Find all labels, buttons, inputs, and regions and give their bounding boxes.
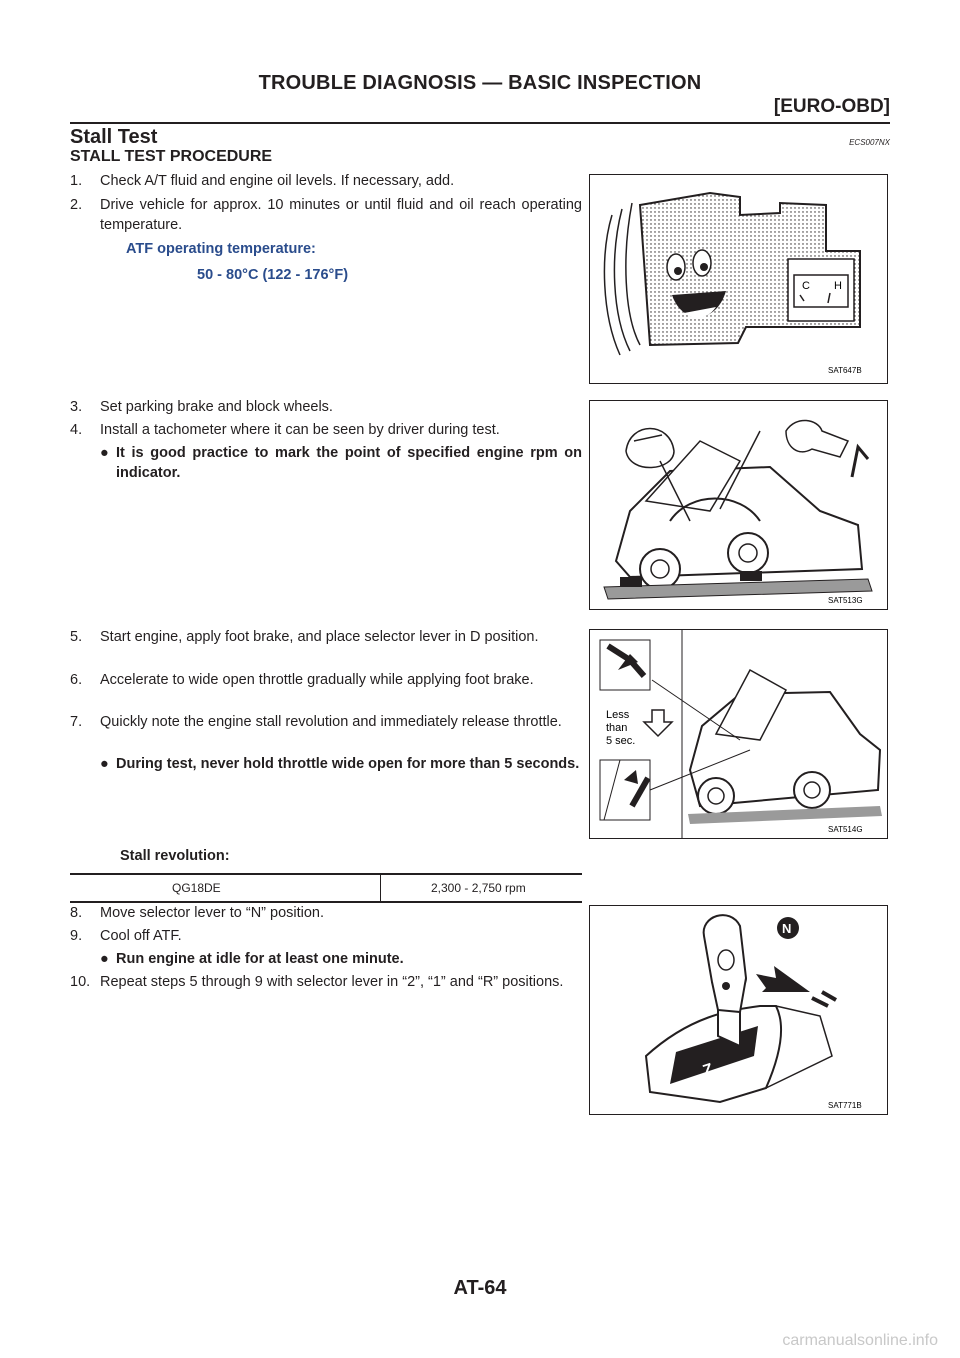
figure-stall-test [589,629,888,839]
step-1 [70,171,582,191]
atf-temp-value: 50 - 80°C (122 - 176°F) [197,267,349,283]
figure-id: SAT514G [828,825,863,834]
gauge-h-label: H [834,280,842,292]
table-row [70,874,582,902]
bullet-dot-icon: ● [100,445,109,461]
step-number: 7. [70,714,83,730]
step-text: Set parking brake and block wheels. [100,399,333,415]
figure-tachometer-install [589,400,888,610]
section-code: ECS007NX [849,138,890,147]
step-9 [70,926,582,946]
figure-selector-lever [589,905,888,1115]
bullet-text: It is good practice to mark the point of specified engine rpm on indicator. [116,445,582,481]
gate-letter: Z [700,1060,716,1080]
bullet-mark-rpm [100,443,582,483]
step-2 [70,195,582,235]
bullet-throttle-warning [100,754,582,774]
bullet-dot-icon: ● [100,951,109,967]
step-3 [70,397,582,417]
step-4 [70,420,582,440]
atf-temp-label: ATF operating temperature: [126,241,316,257]
step-text: Accelerate to wide open throttle gradually while applying foot brake. [100,672,534,688]
step-5 [70,627,582,647]
section-title: Stall Test [70,126,158,148]
gauge-c-label: C [802,280,810,292]
rpm-cell: 2,300 - 2,750 rpm [381,874,583,902]
step-text: Cool off ATF. [100,928,182,944]
sec-label: 5 sec. [606,735,636,747]
stall-test-illustration [590,630,887,838]
stall-revolution-label: Stall revolution: [120,848,230,864]
step-number: 4. [70,422,83,438]
figure-id: SAT513G [828,596,863,605]
atf-cartoon-illustration [590,175,887,383]
n-badge-letter: N [782,921,792,936]
page-header-title: TROUBLE DIAGNOSIS — BASIC INSPECTION [258,72,702,94]
page-header-subtitle: [EURO-OBD] [773,96,890,117]
header-rule [70,122,890,124]
bullet-text: Run engine at idle for at least one minute. [116,951,404,967]
step-number: 6. [70,672,83,688]
step-number: 8. [70,905,83,921]
watermark: carmanualsonline.info [782,1332,938,1349]
page-number: AT-64 [453,1277,507,1299]
step-6 [70,670,582,690]
car-tachometer-illustration [590,401,887,609]
step-number: 2. [70,197,83,213]
step-text: Move selector lever to “N” position. [100,905,325,921]
less-label: Less [606,709,630,721]
stall-revolution-table [70,873,582,903]
step-text: Drive vehicle for approx. 10 minutes or until fluid and oil reach operating temperature. [100,197,582,233]
figure-atf-gauge [589,174,888,384]
figure-id: SAT647B [828,366,862,375]
step-text: Repeat steps 5 through 9 with selector lever in “2”, “1” and “R” positions. [100,974,564,990]
bullet-text: During test, never hold throttle wide open for more than 5 seconds. [116,756,580,772]
step-number: 1. [70,173,83,189]
step-10 [70,972,582,992]
step-text: Quickly note the engine stall revolution and immediately release throttle. [100,714,562,730]
step-text: Check A/T fluid and engine oil levels. If necessary, add. [100,173,455,189]
bullet-dot-icon: ● [100,756,109,772]
step-number: 9. [70,928,83,944]
step-7 [70,712,582,732]
bullet-idle [100,949,582,969]
section-subtitle: STALL TEST PROCEDURE [70,148,273,165]
step-number: 10. [70,974,91,990]
selector-lever-illustration [590,906,887,1114]
engine-cell: QG18DE [70,874,381,902]
step-8 [70,903,582,923]
step-text: Install a tachometer where it can be seen by driver during test. [100,422,500,438]
step-number: 5. [70,629,83,645]
figure-id: SAT771B [828,1101,862,1110]
than-label: than [606,722,628,734]
step-text: Start engine, apply foot brake, and place selector lever in D position. [100,629,539,645]
step-number: 3. [70,399,83,415]
